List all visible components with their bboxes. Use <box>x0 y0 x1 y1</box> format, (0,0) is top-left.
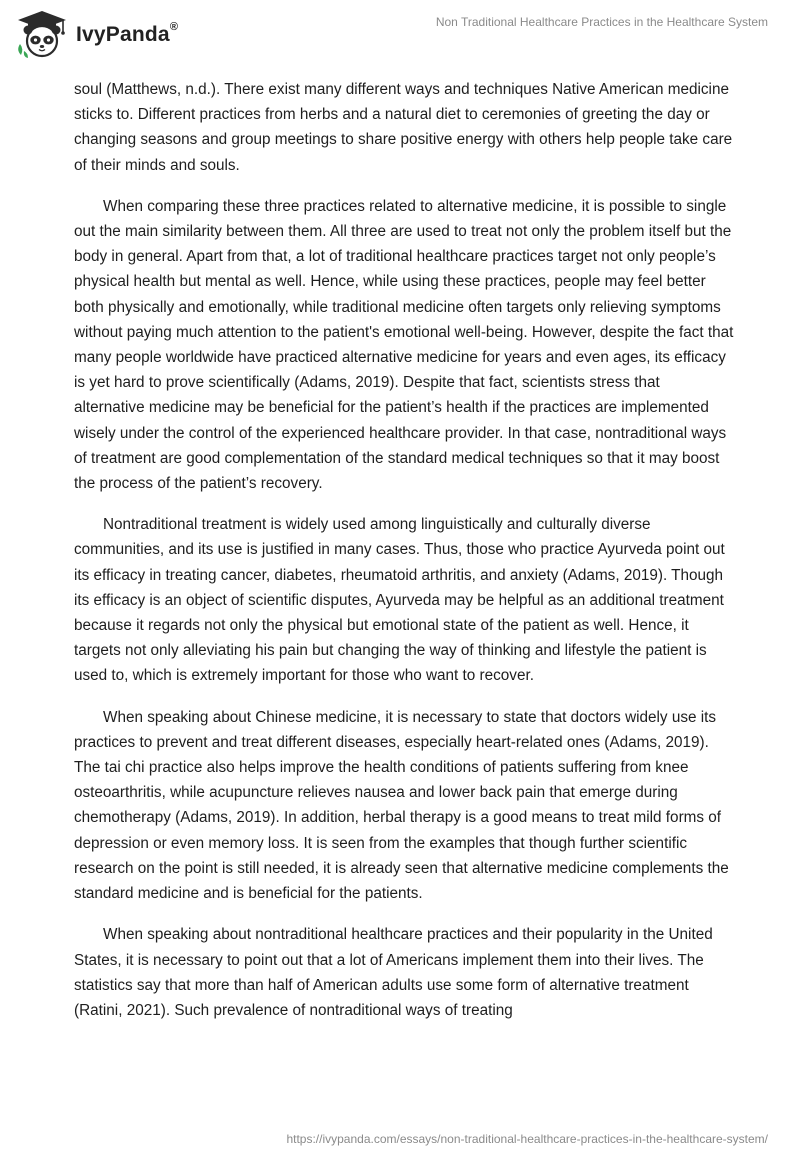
page-header <box>0 0 800 70</box>
paragraph: When speaking about Chinese medicine, it is necessary to state that doctors widely use its practices to prevent and treat different diseases, especially heart-related ones (Adams, 2019). The tai chi practice also helps improve the health conditions of patients suffering from knee osteoarthritis, while acupuncture relieves nausea and lower back pain that emerge during chemotherapy (Adams, 2019). In addition, herbal therapy is a good means to treat mild forms of depression or even memory loss. It is seen from the examples that though further scientific research on the point is still needed, it is already seen that alternative medicine complements the standard medicine and is beneficial for the patients. <box>74 708 729 903</box>
brand-name: IvyPanda® <box>76 21 179 46</box>
ivypanda-logo[interactable] <box>14 8 214 60</box>
document-title: Non Traditional Healthcare Practices in the Healthcare System <box>435 15 768 29</box>
paragraph: When speaking about nontraditional healthcare practices and their popularity in the United States, it is necessary to point out that a lot of Americans implement them into their lives. The statistics say that more than half of American adults use some form of alternative treatment (Ratini, 2021). Such prevalence of nontraditional ways of treating <box>74 926 713 1019</box>
essay-body <box>74 77 734 1039</box>
source-url[interactable]: https://ivypanda.com/essays/non-traditional-healthcare-practices-in-the-healthcare-system/ <box>286 1132 768 1146</box>
panda-graduate-icon <box>14 8 70 60</box>
paragraph: Nontraditional treatment is widely used among linguistically and culturally diverse communities, and its use is justified in many cases. Thus, those who practice Ayurveda point out its efficacy in treating cancer, diabetes, rheumatoid arthritis, and anxiety (Adams, 2019). Though its efficacy is an object of scientific disputes, Ayurveda may be helpful as an additional treatment because it regards not only the physical but emotional state of the patient as well. Hence, it targets not only alleviating his pain but changing the way of thinking and lifestyle the patient is used to, which is extremely important for those who want to recover. <box>74 516 725 685</box>
paragraph: soul (Matthews, n.d.). There exist many different ways and techniques Native American medicine sticks to. Different practices from herbs and a natural diet to ceremonies of greeting the day or changing seasons and group meetings to share positive energy with others help people take care of their minds and souls. <box>74 81 733 174</box>
paragraph: When comparing these three practices related to alternative medicine, it is possible to single out the main similarity between them. All three are used to treat not only the problem itself but the body in general. Apart from that, a lot of traditional healthcare practices target not only people’s physical health but mental as well. Hence, while using these practices, people may feel better both physically and emotionally, while traditional medicine often targets only relieving symptoms without paying much attention to the patient's emotional well-being. However, despite the fact that many people worldwide have practiced alternative medicine for years and even ages, its efficacy is yet hard to prove scientifically (Adams, 2019). Despite that fact, scientists stress that alternative medicine may be beneficial for the patient’s health if the practices are implemented wisely under the control of the experienced healthcare provider. In that case, nontraditional ways of treatment are good complementation of the standard medical techniques so that it may boost the process of the patient’s recovery. <box>74 197 734 493</box>
